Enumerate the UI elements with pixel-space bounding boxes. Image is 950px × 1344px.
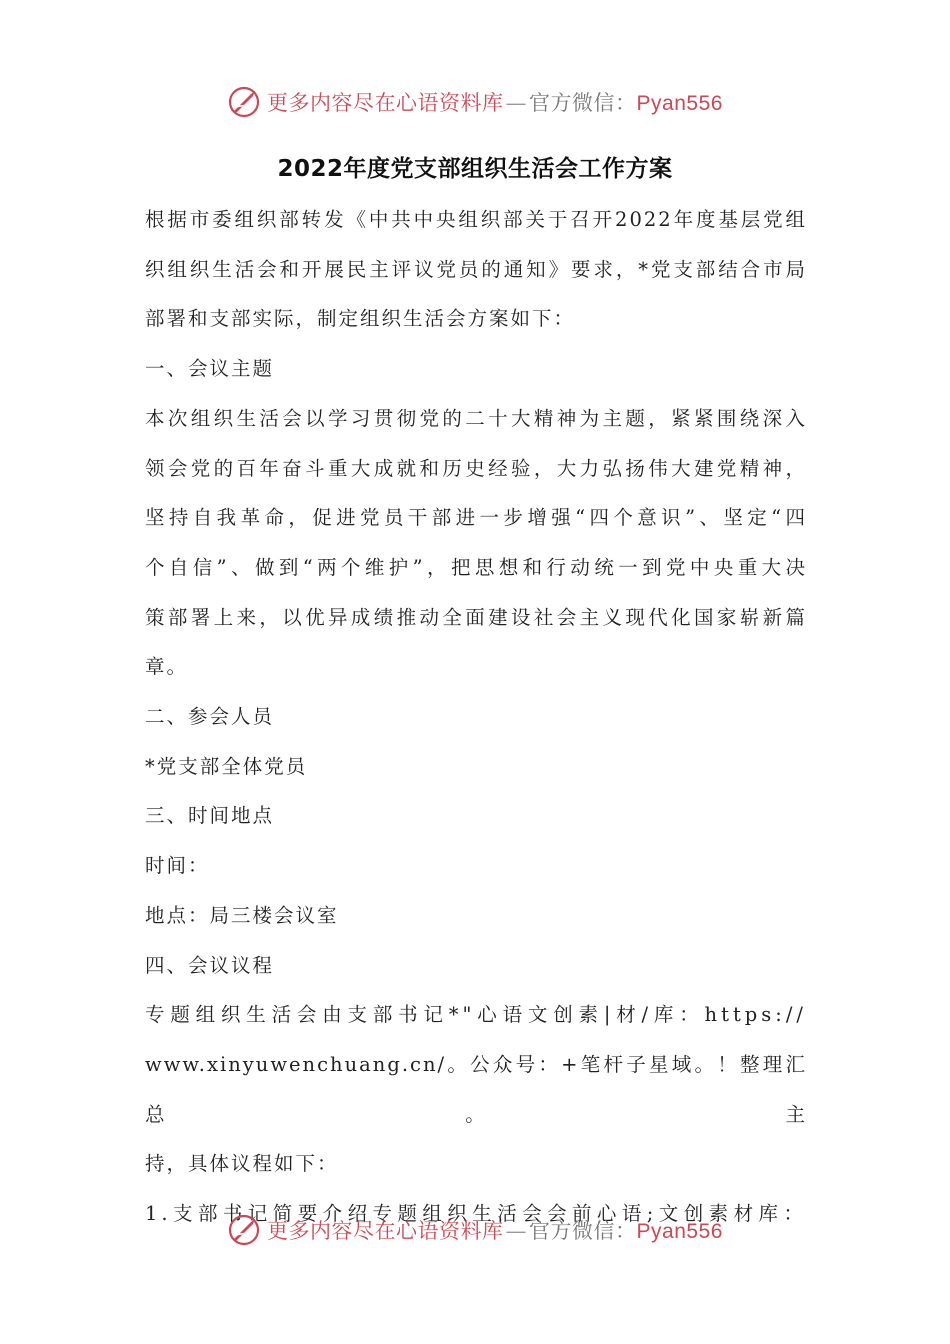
body-line: 策部署上来，以优异成绩推动全面建设社会主义现代化国家崭新篇 bbox=[145, 605, 807, 629]
body-line: 部署和支部实际，制定组织生活会方案如下： bbox=[145, 307, 576, 331]
body-line: 专题组织生活会由支部书记*"心语文创素|材/库：https:// bbox=[145, 1003, 807, 1027]
body-line: 个自信”、做到“两个维护”，把思想和行动统一到党中央重大决 bbox=[145, 555, 807, 579]
banner-text: 更多内容尽在心语资料库—官方微信：Pyan556 bbox=[267, 1219, 723, 1243]
body-line: 章。 bbox=[145, 655, 189, 679]
footer-watermark-banner bbox=[0, 1208, 950, 1252]
body-line: www.xinyuwenchuang.cn/。公众号：+笔杆子星域。！整理汇总。主 bbox=[145, 1052, 807, 1126]
body-line: 持，具体议程如下： bbox=[145, 1152, 339, 1176]
body-line: *党支部全体党员 bbox=[145, 754, 308, 778]
pen-logo-icon bbox=[227, 85, 261, 119]
header-watermark-banner bbox=[0, 80, 950, 124]
body-line: 织组织生活会和开展民主评议党员的通知》要求，*党支部结合市局 bbox=[145, 257, 807, 281]
document-title: 2022年度党支部组织生活会工作方案 bbox=[277, 156, 673, 182]
section-heading: 一、会议主题 bbox=[145, 357, 275, 381]
section-heading: 二、参会人员 bbox=[145, 705, 275, 729]
document-body bbox=[145, 195, 807, 1239]
pen-logo-icon bbox=[227, 1213, 261, 1247]
body-line: 时间： bbox=[145, 854, 210, 878]
section-heading: 四、会议议程 bbox=[145, 953, 275, 977]
body-line: 领会党的百年奋斗重大成就和历史经验，大力弘扬伟大建党精神， bbox=[145, 456, 807, 480]
body-line: 地点：局三楼会议室 bbox=[145, 903, 339, 927]
body-line: 1.支部书记简要介绍专题组织生活会会前心语;文创素材库： bbox=[145, 1202, 807, 1226]
section-heading: 三、时间地点 bbox=[145, 804, 275, 828]
body-line: 根据市委组织部转发《中共中央组织部关于召开2022年度基层党组 bbox=[145, 208, 807, 231]
body-line: 本次组织生活会以学习贯彻党的二十大精神为主题，紧紧围绕深入 bbox=[145, 406, 807, 430]
body-line: 坚持自我革命，促进党员干部进一步增强“四个意识”、坚定“四 bbox=[145, 506, 807, 530]
banner-text: 更多内容尽在心语资料库—官方微信：Pyan556 bbox=[267, 91, 723, 115]
